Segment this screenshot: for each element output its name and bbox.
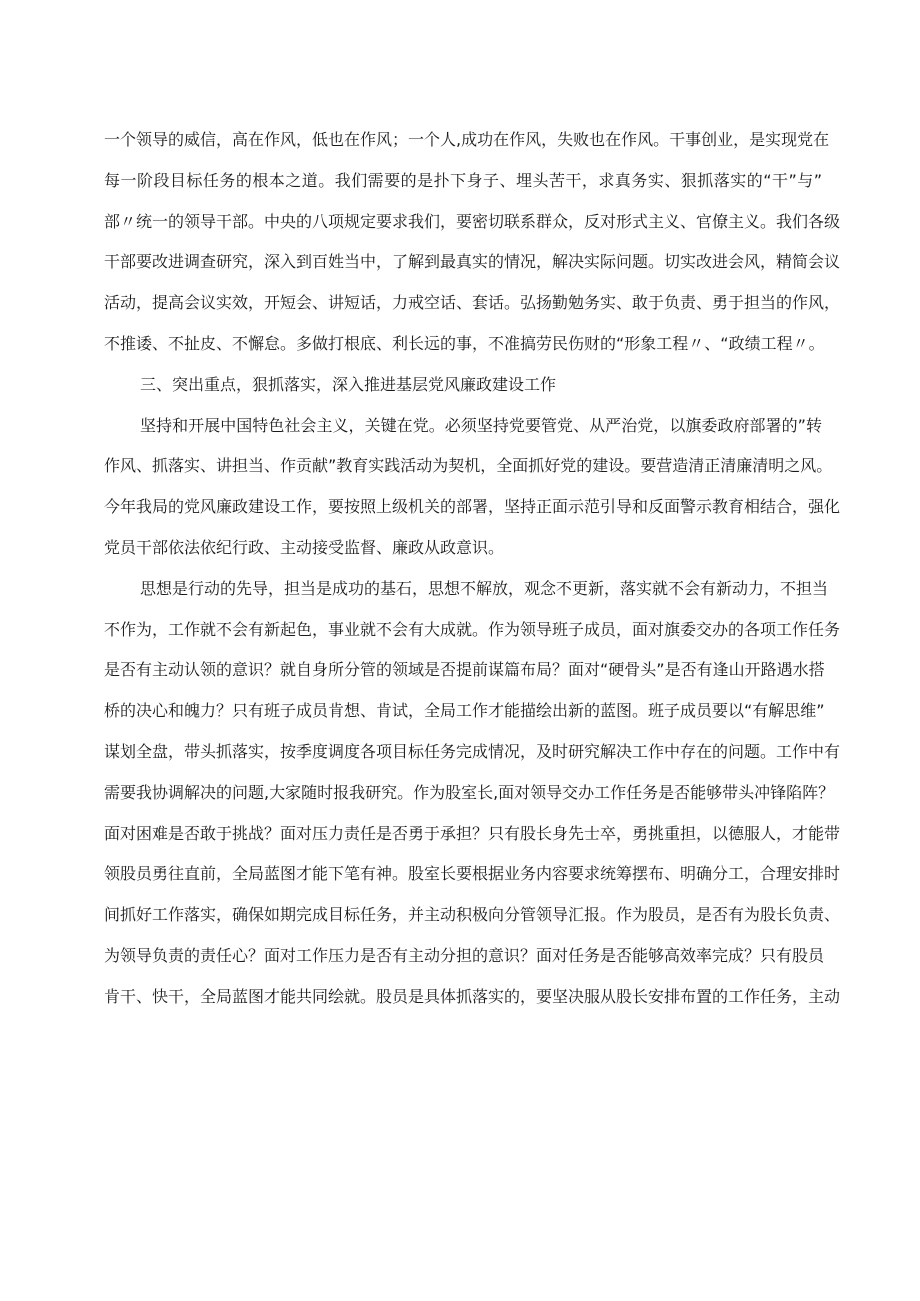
text-line: 桥的决心和魄力？只有班子成员肯想、肯试，全局工作才能描绘出新的蓝图。班子成员要以“有解思维” [104, 701, 825, 721]
text-line: 是否有主动认领的意识？就自身所分管的领域是否提前谋篇布局？面对“硬骨头”是否有逢山开路遇水搭 [104, 660, 825, 680]
text-line: 面对困难是否敢于挑战？面对压力责任是否勇于承担？只有股长身先士卒，勇挑重担，以德服人，才能带 [104, 823, 841, 843]
text-line: 思想是行动的先导，担当是成功的基石，思想不解放，观念不更新，落实就不会有新动力，不担当 [140, 578, 829, 598]
text-line: 为领导负责的责任心？面对工作压力是否有主动分担的意识？面对任务是否能够高效率完成？只有股员 [104, 945, 825, 965]
text-line: 坚持和开展中国特色社会主义，关键在党。必须坚持党要管党、从严治党，以旗委政府部署的”转 [140, 415, 822, 435]
text-line: 部〃统一的领导干部。中央的八项规定要求我们，要密切联系群众，反对形式主义、官僚主义。我们各级 [104, 211, 841, 231]
paragraph-party-building [104, 406, 841, 569]
paragraph-work-style [104, 120, 841, 365]
section-heading: 三、突出重点，狠抓落实，深入推进基层党风廉政建设工作 [140, 374, 557, 394]
text-line: 需要我协调解决的问题,大家随时报我研究。作为股室长,面对领导交办工作任务是否能够带头冲锋陷阵？ [104, 782, 835, 802]
text-line: 今年我局的党风廉政建设工作，要按照上级机关的部署，坚持正面示范引导和反面警示教育相结合，强化 [104, 497, 841, 517]
text-line: 活动，提高会议实效，开短会、讲短话，力戒空话、套话。弘扬勤勉务实、敢于负责、勇于担当的作风， [104, 293, 841, 313]
text-line: 间抓好工作落实，确保如期完成目标任务，并主动积极向分管领导汇报。作为股员，是否有为股长负责、 [104, 905, 841, 925]
text-line: 每一阶段目标任务的根本之道。我们需要的是扑下身子、埋头苦干，求真务实、狠抓落实的“干”与” [104, 170, 822, 190]
text-line: 肯干、快干，全局蓝图才能共同绘就。股员是具体抓落实的，要坚决服从股长安排布置的工作任务，主动 [104, 986, 841, 1006]
document-body [104, 120, 841, 1018]
text-line: 谋划全盘，带头抓落实，按季度调度各项目标任务完成情况，及时研究解决工作中存在的问题。工作中有 [104, 741, 841, 761]
text-line: 干部要改进调查研究，深入到百姓当中，了解到最真实的情况，解决实际问题。切实改进会风，精简会议 [104, 252, 841, 272]
text-line: 不作为，工作就不会有新起色，事业就不会有大成就。作为领导班子成员，面对旗委交办的各项工作任务 [104, 619, 841, 639]
paragraph-responsibility [104, 569, 841, 1018]
text-line: 一个领导的威信，高在作风，低也在作风；一个人,成功在作风，失败也在作风。干事创业，是实现党在 [104, 130, 830, 149]
text-line: 不推诿、不扯皮、不懈怠。多做打根底、利长远的事，不准搞劳民伤财的“形象工程〃、“政绩工程〃。 [104, 333, 825, 353]
text-line: 领股员勇往直前，全局蓝图才能下笔有神。股室长要根据业务内容要求统筹摆布、明确分工，合理安排时 [104, 864, 841, 884]
text-line: 党员干部依法依纪行政、主动接受监督、廉政从政意识。 [104, 537, 505, 557]
text-line: 作风、抓落实、讲担当、作贡献”教育实践活动为契机，全面抓好党的建设。要营造清正清廉清明之风。 [104, 456, 833, 476]
